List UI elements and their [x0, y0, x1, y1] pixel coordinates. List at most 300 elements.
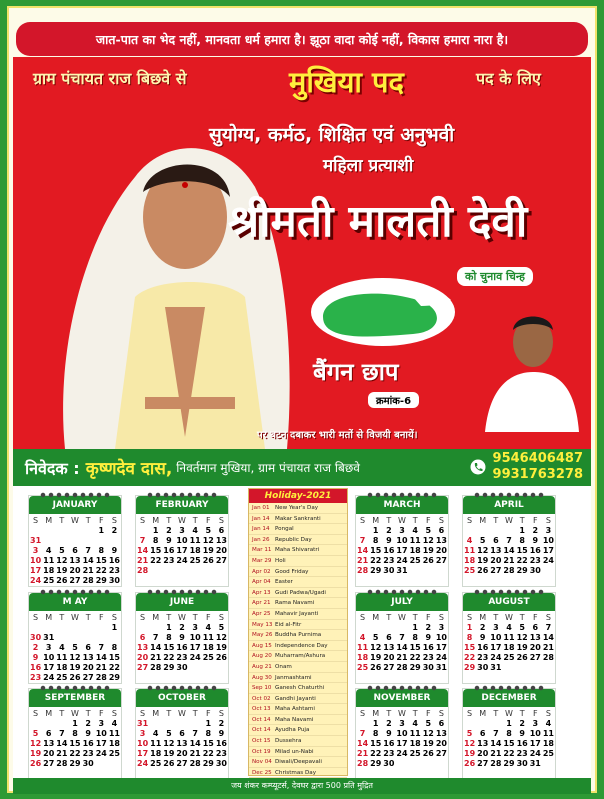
weekday-header: F — [98, 516, 104, 525]
day-cell: 25 — [202, 653, 214, 662]
day-cell: 20 — [435, 546, 447, 555]
holiday-row — [249, 715, 347, 726]
binder-rings — [473, 588, 545, 596]
day-cell: 23 — [176, 653, 188, 662]
day-cell: 2 — [425, 623, 432, 632]
day-cell: 5 — [59, 546, 65, 555]
day-cell: 23 — [477, 653, 489, 662]
day-cell: 31 — [490, 663, 502, 672]
day-cell: 5 — [166, 729, 172, 738]
day-cell: 19 — [163, 749, 175, 758]
weekday-header: T — [493, 709, 499, 718]
day-cell: 20 — [477, 749, 489, 758]
day-cell — [55, 633, 68, 643]
day-cell: 28 — [542, 653, 554, 662]
day-cell: 25 — [189, 556, 201, 565]
day-cell: 29 — [409, 663, 421, 672]
day-cell: 8 — [205, 729, 212, 738]
month-grid — [356, 709, 448, 769]
weekday-header: S — [33, 516, 39, 525]
month-name: NOVEMBER — [356, 689, 448, 707]
day-cell: 14 — [542, 633, 554, 642]
day-cell: 5 — [32, 729, 39, 738]
day-cell: 15 — [464, 643, 476, 652]
holiday-name: Gandhi Jayanti — [275, 695, 316, 702]
panchayat-line: ग्राम पंचायत राज बिछवे से — [33, 69, 187, 88]
day-cell — [489, 719, 502, 729]
day-cell: 5 — [425, 526, 432, 535]
day-cell: 6 — [179, 729, 185, 738]
day-cell: 16 — [215, 739, 227, 748]
day-cell: 21 — [150, 653, 162, 662]
day-cell — [149, 719, 162, 729]
weekday-header: T — [85, 613, 91, 622]
day-cell: 3 — [192, 623, 198, 632]
day-cell — [42, 719, 55, 729]
day-cell: 1 — [98, 526, 105, 535]
day-cell: 16 — [176, 643, 188, 652]
holiday-date: Aug 21 — [252, 663, 272, 670]
day-cell — [435, 759, 448, 769]
day-cell — [95, 623, 108, 633]
vote-appeal: पर बटन दबाकर भारी मतों से विजयी बनायें। — [257, 430, 418, 441]
day-cell: 1 — [372, 526, 379, 535]
day-cell: 18 — [409, 739, 421, 748]
day-cell: 20 — [383, 653, 395, 662]
day-cell — [356, 623, 369, 633]
day-cell: 25 — [503, 653, 515, 662]
day-cell: 24 — [189, 653, 201, 662]
day-cell: 24 — [396, 749, 408, 758]
day-cell: 21 — [56, 749, 68, 758]
day-cell: 9 — [111, 546, 118, 555]
day-cell: 20 — [82, 663, 94, 672]
day-cell: 17 — [396, 739, 408, 748]
day-cell: 8 — [72, 729, 78, 738]
day-cell: 14 — [137, 546, 149, 555]
weekday-header: T — [412, 613, 418, 622]
binder-rings — [366, 588, 438, 596]
day-cell — [422, 759, 435, 769]
binder-rings — [146, 684, 218, 692]
day-cell: 18 — [357, 653, 369, 662]
weekday-header: S — [111, 516, 117, 525]
holiday-date: Apr 04 — [252, 579, 271, 586]
day-cell: 16 — [516, 739, 528, 748]
weekday-header: S — [360, 709, 366, 718]
day-cell: 30 — [383, 759, 395, 768]
day-cell: 24 — [396, 556, 408, 565]
weekday-header: T — [192, 709, 198, 718]
holiday-date: Aug 30 — [252, 674, 272, 681]
day-cell: 10 — [176, 536, 188, 545]
day-cell: 31 — [529, 759, 541, 768]
day-cell: 12 — [370, 643, 382, 652]
day-cell: 17 — [396, 546, 408, 555]
day-cell: 29 — [370, 566, 382, 575]
weekday-header: S — [467, 613, 473, 622]
day-cell: 17 — [95, 739, 107, 748]
day-cell: 1 — [72, 719, 78, 728]
day-cell: 18 — [150, 749, 162, 758]
day-cell: 24 — [435, 653, 447, 662]
day-cell: 2 — [218, 719, 225, 728]
day-cell: 9 — [386, 729, 392, 738]
day-cell — [108, 633, 121, 643]
weekday-header: F — [98, 709, 104, 718]
day-cell: 3 — [179, 526, 185, 535]
day-cell: 23 — [529, 556, 541, 565]
serial-number: क्रमांक-6 — [368, 392, 419, 408]
day-cell: 28 — [137, 566, 149, 575]
weekday-header: S — [140, 516, 146, 525]
day-cell: 8 — [166, 633, 172, 642]
day-cell — [68, 633, 81, 643]
day-cell: 19 — [202, 546, 214, 555]
day-cell: 15 — [370, 546, 382, 555]
day-cell: 14 — [396, 643, 408, 652]
weekday-header: W — [398, 709, 406, 718]
day-cell: 21 — [189, 749, 201, 758]
day-cell: 25 — [150, 759, 162, 768]
day-cell: 27 — [215, 556, 227, 565]
day-cell: 24 — [30, 576, 42, 585]
weekday-header: S — [360, 613, 366, 622]
day-cell: 27 — [176, 759, 188, 768]
day-cell: 10 — [43, 653, 55, 662]
day-cell: 3 — [532, 719, 539, 728]
day-cell: 12 — [163, 739, 175, 748]
day-cell — [149, 566, 162, 576]
day-cell: 5 — [479, 536, 486, 545]
weekday-header: S — [218, 613, 224, 622]
day-cell: 15 — [108, 653, 120, 662]
day-cell: 6 — [72, 546, 78, 555]
day-cell: 9 — [386, 536, 392, 545]
month-name: OCTOBER — [136, 689, 228, 707]
symbol-caption: को चुनाव चिन्ह — [457, 267, 533, 286]
day-cell: 9 — [85, 729, 91, 738]
day-cell: 6 — [386, 633, 392, 642]
day-cell — [202, 566, 215, 576]
holiday-row — [249, 736, 347, 747]
day-cell: 8 — [372, 536, 379, 545]
holiday-name: Eid al-Fitr — [275, 621, 302, 628]
requester-designation: निवर्तमान मुखिया, ग्राम पंचायत राज बिछवे — [176, 461, 360, 475]
day-cell: 15 — [95, 556, 107, 565]
weekday-header: F — [205, 709, 211, 718]
day-cell: 1 — [466, 623, 473, 632]
day-cell: 27 — [435, 749, 447, 758]
binder-rings — [366, 491, 438, 499]
day-cell: 10 — [396, 536, 408, 545]
weekday-header: S — [438, 613, 444, 622]
day-cell: 29 — [370, 759, 382, 768]
day-cell: 16 — [383, 546, 395, 555]
month-calendar — [135, 688, 229, 780]
day-cell: 12 — [516, 633, 528, 642]
day-cell: 31 — [43, 633, 55, 642]
weekday-header: S — [438, 516, 444, 525]
weekday-header: W — [71, 709, 79, 718]
holiday-date: Apr 13 — [252, 589, 271, 596]
day-cell: 24 — [542, 556, 554, 565]
day-cell: 10 — [30, 556, 42, 565]
day-cell — [502, 663, 515, 673]
day-cell: 1 — [152, 526, 159, 535]
weekday-header: S — [545, 516, 551, 525]
day-cell — [136, 526, 149, 536]
weekday-header: T — [85, 516, 91, 525]
holiday-name: Muharram/Ashura — [275, 653, 326, 660]
day-cell: 26 — [477, 566, 489, 575]
weekday-header: M — [45, 516, 53, 525]
day-cell: 18 — [202, 643, 214, 652]
day-cell: 20 — [490, 556, 502, 565]
day-cell: 22 — [516, 556, 528, 565]
phone-icon — [470, 459, 486, 475]
month-grid — [136, 516, 228, 576]
day-cell — [68, 536, 81, 546]
day-cell: 26 — [464, 759, 476, 768]
day-cell: 17 — [490, 643, 502, 652]
day-cell: 3 — [438, 623, 445, 632]
day-cell: 19 — [30, 749, 42, 758]
day-cell: 6 — [438, 719, 445, 728]
month-grid — [136, 613, 228, 673]
day-cell: 24 — [43, 673, 55, 682]
month-grid — [356, 516, 448, 576]
post-title: मुखिया पद — [289, 65, 404, 99]
holiday-row — [249, 609, 347, 620]
holiday-date: Oct 14 — [252, 727, 271, 734]
day-cell: 7 — [59, 729, 65, 738]
weekday-header: T — [386, 613, 392, 622]
day-cell: 25 — [56, 673, 68, 682]
day-cell: 27 — [477, 759, 489, 768]
holiday-row — [249, 725, 347, 736]
day-cell: 6 — [438, 526, 445, 535]
holiday-name: Onam — [275, 663, 292, 670]
day-cell: 4 — [466, 536, 473, 545]
day-cell: 18 — [43, 566, 55, 575]
day-cell: 30 — [477, 663, 489, 672]
day-cell: 20 — [215, 546, 227, 555]
day-cell — [149, 623, 162, 633]
printer-credit: जय शंकर कम्प्यूटर्स, देवघर द्वारा 500 प्रति मुद्रित — [231, 781, 373, 790]
day-cell: 1 — [205, 719, 212, 728]
day-cell: 8 — [466, 633, 473, 642]
weekday-header: M — [372, 516, 380, 525]
day-cell: 11 — [409, 729, 421, 738]
day-cell: 15 — [503, 739, 515, 748]
holiday-date: Oct 14 — [252, 716, 271, 723]
day-cell: 11 — [202, 633, 214, 642]
day-cell: 23 — [82, 749, 94, 758]
requester-bar — [13, 449, 591, 486]
day-cell: 9 — [166, 536, 172, 545]
day-cell: 13 — [82, 653, 94, 662]
weekday-header: F — [98, 613, 104, 622]
day-cell: 25 — [357, 663, 369, 672]
holiday-name: Christmas Day — [275, 769, 317, 776]
day-cell — [202, 663, 215, 673]
day-cell: 13 — [529, 633, 541, 642]
day-cell — [108, 536, 121, 546]
day-cell: 13 — [435, 729, 447, 738]
day-cell: 13 — [69, 556, 81, 565]
day-cell: 25 — [542, 749, 554, 758]
day-cell: 26 — [69, 673, 81, 682]
day-cell: 7 — [98, 643, 105, 652]
day-cell: 19 — [56, 566, 68, 575]
day-cell: 4 — [152, 729, 159, 738]
weekday-header: F — [532, 709, 538, 718]
holiday-date: May 13 — [252, 621, 273, 628]
day-cell — [463, 719, 476, 729]
holiday-row — [249, 694, 347, 705]
day-cell: 26 — [370, 663, 382, 672]
day-cell — [55, 526, 68, 536]
day-cell: 10 — [435, 633, 447, 642]
day-cell: 10 — [490, 633, 502, 642]
day-cell: 10 — [529, 729, 541, 738]
day-cell: 31 — [137, 719, 149, 728]
day-cell — [489, 526, 502, 536]
month-calendar — [28, 688, 122, 780]
day-cell — [95, 759, 108, 769]
day-cell: 26 — [30, 759, 42, 768]
weekday-header: S — [111, 613, 117, 622]
day-cell: 19 — [516, 643, 528, 652]
day-cell: 17 — [529, 739, 541, 748]
day-cell: 13 — [215, 536, 227, 545]
day-cell: 12 — [464, 739, 476, 748]
day-cell: 2 — [166, 526, 172, 535]
holiday-name: Mahavir Jayanti — [275, 610, 319, 617]
day-cell: 11 — [150, 739, 162, 748]
day-cell: 27 — [529, 653, 541, 662]
day-cell: 26 — [163, 759, 175, 768]
day-cell: 6 — [479, 729, 486, 738]
day-cell: 5 — [72, 643, 78, 652]
holiday-name: Easter — [275, 579, 293, 586]
day-cell: 16 — [163, 546, 175, 555]
weekday-header: F — [205, 516, 211, 525]
day-cell: 12 — [477, 546, 489, 555]
printer-footer — [13, 778, 591, 794]
day-cell: 2 — [386, 719, 392, 728]
month-grid — [29, 709, 121, 769]
day-cell — [68, 623, 81, 633]
day-cell: 26 — [422, 749, 434, 758]
day-cell: 17 — [542, 546, 554, 555]
day-cell: 22 — [108, 663, 120, 672]
day-cell: 27 — [383, 663, 395, 672]
weekday-header: T — [85, 709, 91, 718]
day-cell: 1 — [166, 623, 172, 632]
day-cell: 16 — [108, 556, 120, 565]
day-cell: 11 — [357, 643, 369, 652]
day-cell: 8 — [152, 536, 159, 545]
day-cell: 4 — [192, 526, 198, 535]
weekday-header: F — [425, 516, 431, 525]
day-cell: 30 — [215, 759, 227, 768]
holiday-row — [249, 651, 347, 662]
holiday-name: Republic Day — [275, 536, 312, 543]
day-cell: 14 — [503, 546, 515, 555]
day-cell: 4 — [545, 719, 552, 728]
month-calendar — [355, 495, 449, 587]
day-cell — [55, 719, 68, 729]
day-cell: 27 — [69, 576, 81, 585]
weekday-header: M — [372, 709, 380, 718]
day-cell: 25 — [464, 566, 476, 575]
holiday-row — [249, 673, 347, 684]
holiday-name: Rama Navami — [275, 600, 315, 607]
weekday-header: M — [152, 709, 160, 718]
day-cell: 12 — [30, 739, 42, 748]
day-cell: 18 — [108, 739, 120, 748]
day-cell — [82, 536, 95, 546]
day-cell: 12 — [69, 653, 81, 662]
holiday-name: Maha Shivaratri — [275, 547, 320, 554]
weekday-header: M — [479, 709, 487, 718]
weekday-header: T — [519, 613, 525, 622]
day-cell: 16 — [422, 643, 434, 652]
weekday-header: S — [467, 709, 473, 718]
weekday-header: T — [493, 516, 499, 525]
day-cell: 2 — [386, 526, 392, 535]
day-cell: 22 — [163, 653, 175, 662]
day-cell: 17 — [189, 643, 201, 652]
month-name: DECEMBER — [463, 689, 555, 707]
day-cell: 4 — [45, 546, 52, 555]
day-cell: 28 — [150, 663, 162, 672]
holiday-name: Pongal — [275, 526, 294, 533]
month-calendar — [355, 592, 449, 684]
day-cell: 2 — [179, 623, 185, 632]
day-cell: 23 — [383, 556, 395, 565]
day-cell: 12 — [215, 633, 227, 642]
holiday-title: Holiday-2021 — [249, 489, 347, 503]
day-cell — [435, 566, 448, 576]
weekday-header: S — [140, 709, 146, 718]
day-cell: 12 — [56, 556, 68, 565]
weekday-header: T — [192, 516, 198, 525]
holiday-date: Jan 14 — [252, 515, 270, 522]
day-cell: 1 — [412, 623, 418, 632]
day-cell — [136, 623, 149, 633]
weekday-header: W — [505, 709, 513, 718]
day-cell: 9 — [519, 729, 525, 738]
day-cell: 13 — [43, 739, 55, 748]
day-cell: 19 — [422, 739, 434, 748]
day-cell: 8 — [372, 729, 379, 738]
day-cell — [189, 719, 202, 729]
weekday-header: T — [59, 516, 65, 525]
holiday-name: Makar Sankranti — [275, 515, 321, 522]
brinjal-symbol-icon — [303, 262, 463, 352]
day-cell: 19 — [69, 663, 81, 672]
holiday-row — [249, 577, 347, 588]
day-cell: 19 — [477, 556, 489, 565]
weekday-header: S — [545, 709, 551, 718]
binder-rings — [366, 684, 438, 692]
day-cell: 7 — [139, 536, 146, 545]
day-cell: 29 — [503, 759, 515, 768]
month-calendar — [462, 495, 556, 587]
